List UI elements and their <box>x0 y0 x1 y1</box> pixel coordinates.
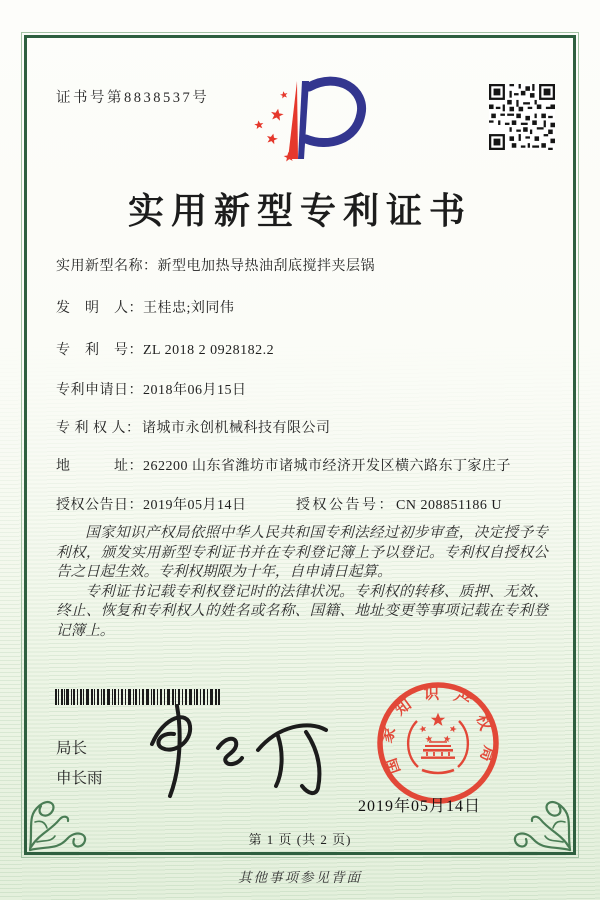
field-value: 2019年05月14日 <box>143 498 247 513</box>
document-title: 实用新型专利证书 <box>127 191 472 231</box>
field-label: 授权公告日： <box>56 498 143 513</box>
field-row-patent-no <box>56 341 274 361</box>
handwritten-signature-icon <box>130 692 340 807</box>
field-row-address <box>56 457 515 477</box>
legal-text <box>56 524 548 642</box>
field-row-grant-date <box>56 496 548 516</box>
corner-flourish-icon <box>25 776 101 854</box>
field-row-filing-date <box>56 381 247 401</box>
legal-paragraph-2: 专利证书记载专利权登记时的法律状况。专利权的转移、质押、无效、终止、恢复和专利权人的姓名或名称、国籍、地址变更等事项记载在专利登记簿上。 <box>56 583 548 639</box>
seal-text: 国家知识产权局 <box>378 685 498 776</box>
field-value: 262200 山东省潍坊市诸城市经济开发区横六路东丁家庄子 <box>143 459 511 474</box>
grant-number-label: 授权公告号： <box>296 498 395 513</box>
official-seal-icon <box>368 673 508 813</box>
back-side-note: 其他事项参见背面 <box>238 870 362 885</box>
officer-name: 申长雨 <box>56 770 103 787</box>
field-value: ZL 2018 2 0928182.2 <box>143 343 275 358</box>
qr-code-icon <box>489 84 555 150</box>
field-value: 王桂忠;刘同伟 <box>143 301 235 316</box>
field-row-name <box>56 257 375 277</box>
grant-number-value: CN 208851186 U <box>396 498 503 513</box>
field-row-patentee <box>56 419 331 439</box>
field-label: 发 明 人： <box>56 301 143 316</box>
field-label: 专利申请日： <box>56 383 143 398</box>
field-label: 地 址： <box>56 459 143 474</box>
field-label: 专 利 权 人： <box>56 421 141 436</box>
field-label: 专 利 号： <box>56 343 143 358</box>
legal-paragraph-1: 国家知识产权局依照中华人民共和国专利法经过初步审查，决定授予专利权，颁发实用新型专利证书并在专利登记簿上予以登记。专利权自授权公告之日起生效。专利权期限为十年，自申请日起算。 <box>56 525 548 581</box>
seal-date: 2019年05月14日 <box>358 798 482 815</box>
field-row-inventor <box>56 299 234 319</box>
field-value: 新型电加热导热油刮底搅拌夹层锅 <box>157 259 375 274</box>
svg-text:国家知识产权局 <box>376 685 498 777</box>
field-label: 实用新型名称： <box>56 259 158 274</box>
field-value: 2018年06月15日 <box>143 383 247 398</box>
certificate-number: 证书号第8838537号 <box>56 90 210 106</box>
field-value: 诸城市永创机械科技有限公司 <box>142 421 331 436</box>
page-number: 第 1 页 (共 2 页) <box>248 832 352 847</box>
officer-title: 局长 <box>56 740 88 757</box>
cnipa-logo-icon <box>238 68 418 186</box>
